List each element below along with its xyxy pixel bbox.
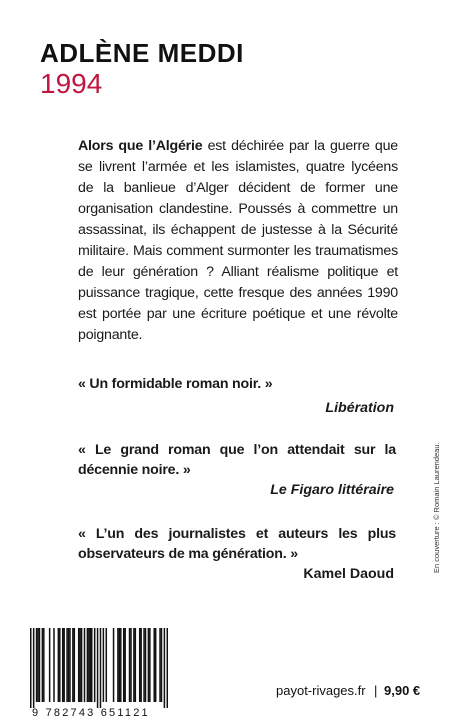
barcode-bar xyxy=(103,628,105,702)
isbn-number: 9 782743 651121 xyxy=(32,707,150,719)
barcode-bar xyxy=(148,628,150,702)
barcode-bar xyxy=(53,628,55,702)
barcode-bar xyxy=(37,628,39,702)
barcode-bar xyxy=(42,628,44,702)
quote-2-source: Le Figaro littéraire xyxy=(270,482,394,498)
price: 9,90 € xyxy=(384,683,421,698)
publisher-url: payot-rivages.fr xyxy=(276,683,366,698)
barcode-bar xyxy=(159,628,161,702)
barcode-bar xyxy=(161,628,163,702)
barcode-bar xyxy=(59,628,61,702)
barcode-bar xyxy=(133,628,135,702)
barcode-bar xyxy=(124,628,126,702)
book-title: 1994 xyxy=(40,68,103,99)
barcode-bar xyxy=(90,628,92,702)
blurb xyxy=(78,136,398,346)
barcode-bar xyxy=(167,628,168,708)
barcode-bar xyxy=(100,628,102,708)
blurb-lead: Alors que l’Algérie xyxy=(78,138,203,154)
barcode-bar xyxy=(143,628,145,702)
barcode-bar xyxy=(155,628,157,702)
barcode-bar xyxy=(139,628,141,702)
barcode-bar xyxy=(78,628,80,702)
barcode-bar xyxy=(49,628,51,702)
barcode-bar xyxy=(106,628,108,702)
barcode-bar xyxy=(149,628,151,702)
barcode-bar xyxy=(69,628,71,702)
barcode-bar xyxy=(94,628,96,702)
barcode-bar xyxy=(30,628,32,708)
barcode-bar xyxy=(43,628,45,702)
blurb-text: est déchirée par la guerre que se livrent l’armée et les islamistes, quatre lycéens de la banlieue d’Alger décident de former une organisation clandestine. Poussés à commettre un assassinat, ils échappent de justesse à la Sécurité militaire. Mais comment surmonter les traumatismes de leur génération ? Alliant réalisme politique et puissance tragique, cette fresque des années 1990 est portée par une écriture poétique et une révolte poignante. xyxy=(78,138,398,343)
barcode-bar xyxy=(39,628,41,702)
barcode-bar xyxy=(66,628,68,702)
barcode-bar xyxy=(153,628,155,702)
quote-1: « Un formidable roman noir. » xyxy=(78,376,273,392)
barcode-bar xyxy=(91,628,93,702)
price-separator: | xyxy=(374,683,378,698)
barcode-bar xyxy=(135,628,137,702)
barcode-bar xyxy=(84,628,86,702)
barcode-bar xyxy=(68,628,70,702)
barcode-bar xyxy=(140,628,142,702)
barcode-bar xyxy=(88,628,90,702)
barcode-bar xyxy=(62,628,64,702)
barcode-bar xyxy=(81,628,83,702)
barcode-bar xyxy=(113,628,115,702)
quote-3: « L’un des journalistes et auteurs les plus observateurs de ma génération. » xyxy=(78,526,396,562)
barcode-bar xyxy=(145,628,147,702)
barcode-bar xyxy=(164,628,166,708)
quote-1-source: Libération xyxy=(325,400,394,416)
barcode-bar xyxy=(117,628,119,702)
barcode-bar xyxy=(33,628,35,708)
barcode-bar xyxy=(87,628,89,702)
photo-credit: En couverture : © Romain Laurendeau. xyxy=(432,442,441,573)
barcode-bar xyxy=(120,628,122,702)
barcode-graphic xyxy=(30,628,168,708)
quote-2: « Le grand roman que l’on attendait sur la décennie noire. » xyxy=(78,442,396,478)
barcode-bar xyxy=(129,628,131,702)
barcode-bar xyxy=(72,628,74,702)
barcode-bar xyxy=(36,628,38,702)
barcode-bar xyxy=(97,628,99,708)
barcode-bar xyxy=(74,628,76,702)
barcode-bar xyxy=(63,628,65,702)
barcode-bar xyxy=(79,628,81,702)
author-name: ADLÈNE MEDDI xyxy=(40,38,244,68)
quote-3-source: Kamel Daoud xyxy=(303,566,394,582)
barcode-bar xyxy=(58,628,60,702)
barcode-bar xyxy=(130,628,132,702)
barcode-bar xyxy=(119,628,121,702)
barcode-bar xyxy=(123,628,125,702)
